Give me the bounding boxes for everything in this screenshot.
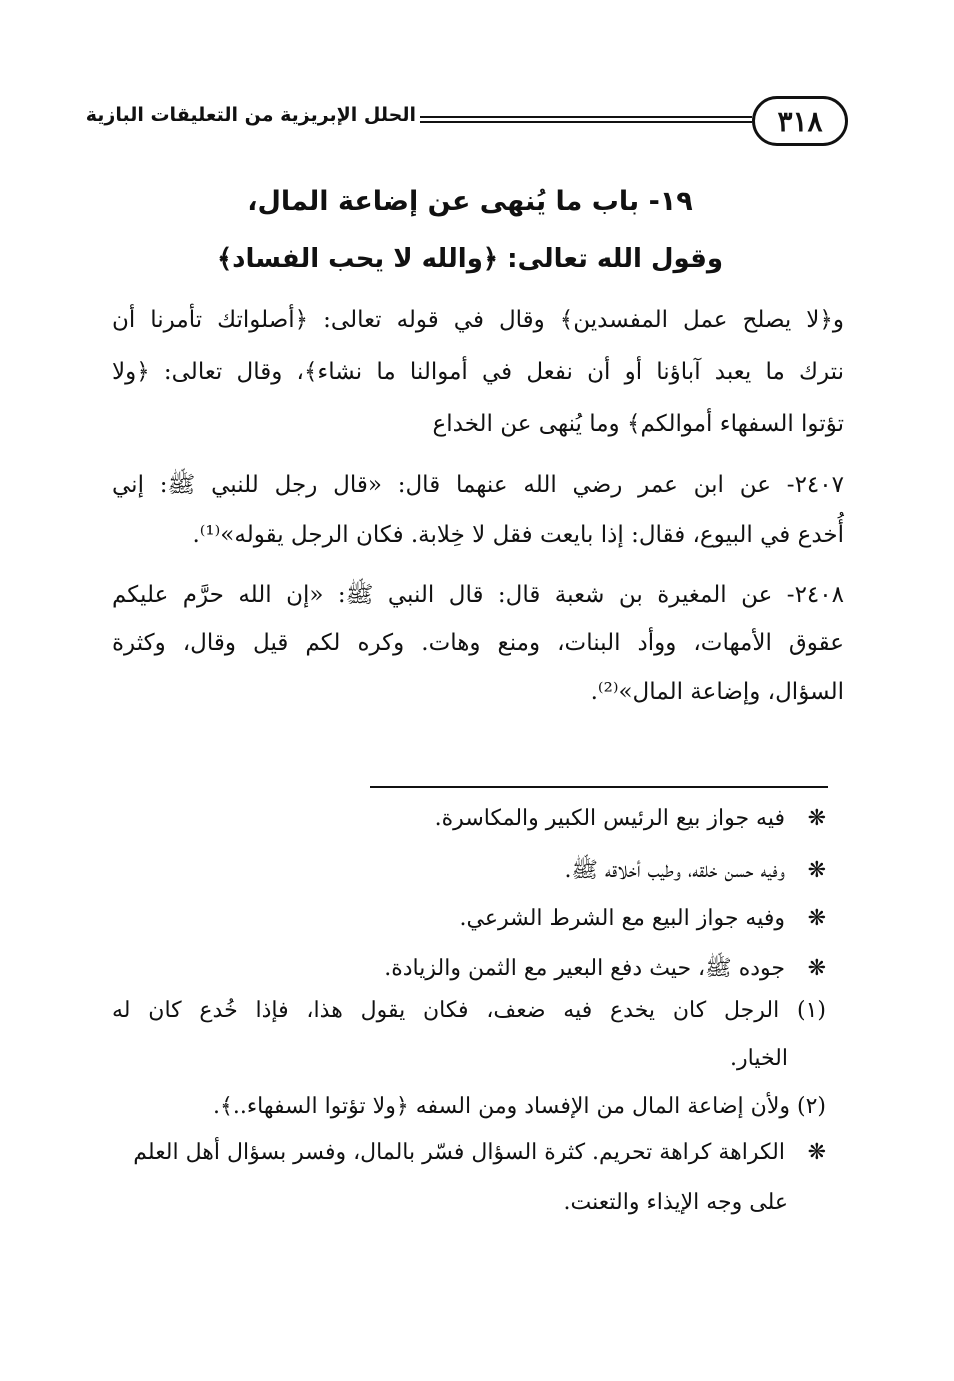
footnote-text: الكراهة كراهة تحريم. كثرة السؤال فسّر بالمال، وفسر بسؤال أهل العلم bbox=[133, 1140, 785, 1165]
text-line: ٢٤٠٨- عن المغيرة بن شعبة قال: قال النبي ﷺ: «إن الله حرَّم عليكم bbox=[112, 582, 844, 608]
text-line: عقوق الأمهات، ووأد البنات، ومنع وهات. وكره لكم قيل وقال، وكثرة bbox=[112, 630, 844, 656]
footnote-1: (١) الرجل كان يخدع فيه ضعف، فكان يقول هذا، فإذا خُدع كان له bbox=[112, 998, 826, 1023]
page-number: ٣١٨ bbox=[752, 96, 848, 146]
footnote-text: وفيه جواز البيع مع الشرط الشرعي. bbox=[459, 906, 785, 931]
text-line: نترك ما يعبد آباؤنا أو أن نفعل في أموالنا ما نشاء﴾، وقال تعالى: ﴿ولا bbox=[112, 359, 844, 385]
chapter-title: ١٩- باب ما يُنهى عن إضاعة المال، bbox=[247, 186, 693, 217]
footnote-text: وفيه حسن خلقه، وطيب أخلاقه ﷺ. bbox=[564, 858, 785, 883]
footnote-star-note bbox=[112, 1140, 826, 1165]
chapter-subtitle: وقول الله تعالى: ﴿والله لا يحب الفساد﴾ bbox=[216, 244, 724, 274]
footnote-star-note bbox=[460, 906, 827, 931]
text-line: أُخدع في البيوع، فقال: إذا بايعت فقل لا خِلابة. فكان الرجل يقوله»⁽¹⁾. bbox=[192, 522, 844, 548]
asterisk-icon: ❋ bbox=[807, 806, 826, 831]
header-double-rule bbox=[420, 116, 752, 123]
text-line: و﴿لا يصلح عمل المفسدين﴾ وقال في قوله تعالى: ﴿أصلواتك تأمرنا أن bbox=[112, 307, 844, 333]
footnote-2: (٢) ولأن إضاعة المال من الإفساد ومن السفه ﴿ولا تؤتوا السفهاء..﴾. bbox=[212, 1094, 826, 1119]
footnote-separator bbox=[370, 786, 828, 788]
footnote-continuation: على وجه الإيذاء والتعنت. bbox=[563, 1190, 788, 1215]
footnote-star-note bbox=[564, 856, 826, 888]
footnote-1-continuation: الخيار. bbox=[730, 1046, 788, 1071]
text-line: تؤتوا السفهاء أموالكم﴾ وما يُنهى عن الخداع bbox=[432, 411, 844, 437]
footnote-star-note bbox=[384, 954, 826, 986]
footnote-text: فيه جواز بيع الرئيس الكبير والمكاسرة. bbox=[434, 806, 785, 831]
asterisk-icon: ❋ bbox=[807, 858, 826, 883]
footnote-star-note bbox=[435, 806, 826, 831]
page-header bbox=[85, 94, 848, 154]
book-title: الحلل الإبريزية من التعليقات البازية bbox=[85, 104, 416, 126]
asterisk-icon: ❋ bbox=[807, 956, 826, 981]
text-line: السؤال، وإضاعة المال»⁽²⁾. bbox=[590, 679, 844, 705]
asterisk-icon: ❋ bbox=[807, 1140, 826, 1165]
text-line: ٢٤٠٧- عن ابن عمر رضي الله عنهما قال: «قال رجل للنبي ﷺ: إني bbox=[112, 472, 844, 498]
footnote-text: جوده ﷺ، حيث دفع البعير مع الثمن والزيادة. bbox=[384, 956, 785, 981]
asterisk-icon: ❋ bbox=[807, 906, 826, 931]
